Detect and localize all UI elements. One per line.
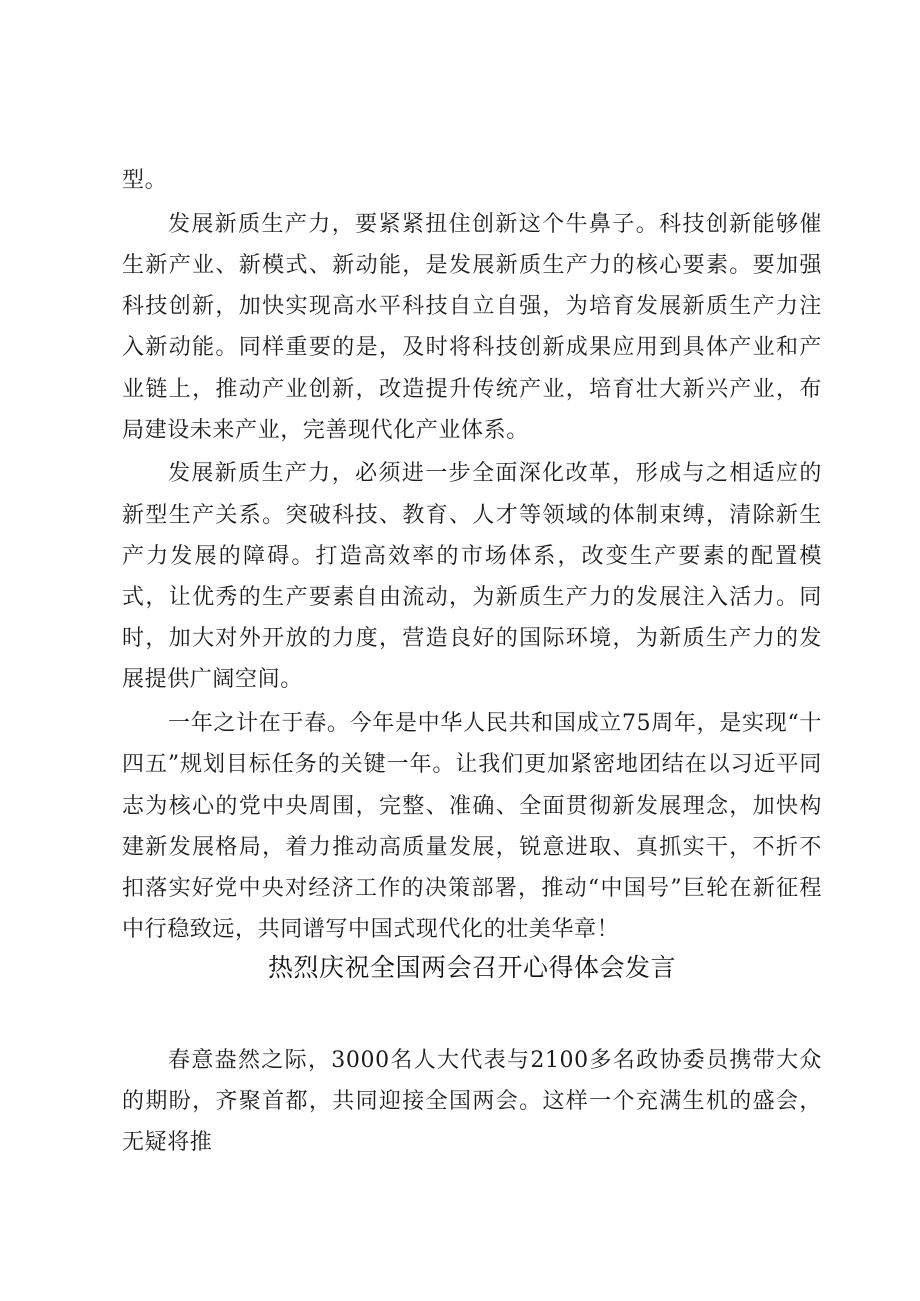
body-text-upper <box>122 160 822 950</box>
paragraph-innovation: 发展新质生产力，要紧紧扭住创新这个牛鼻子。科技创新能够催生新产业、新模式、新动能，是发展新质生产力的核心要素。要加强科技创新，加快实现高水平科技自立自强，为培育发展新质生产力注入新动能。同样重要的是，及时将科技创新成果应用到具体产业和产业链上，推动产业创新，改造提升传统产业，培育壮大新兴产业，布局建设未来产业，完善现代化产业体系。 <box>122 211 822 443</box>
paragraph-continuation: 型。 <box>122 168 168 193</box>
paragraph-reform: 发展新质生产力，必须进一步全面深化改革，形成与之相适应的新型生产关系。突破科技、教育、人才等领域的体制束缚，清除新生产力发展的障碍。打造高效率的市场体系，改变生产要素的配置模式，让优秀的生产要素自由流动，为新质生产力的发展注入活力。同时，加大对外开放的力度，营造良好的国际环境，为新质生产力的发展提供广阔空间。 <box>122 461 822 693</box>
paragraph-closing: 一年之计在于春。今年是中华人民共和国成立75周年，是实现“十四五”规划目标任务的关键一年。让我们更加紧密地团结在以习近平同志为核心的党中央周围，完整、准确、全面贯彻新发展理念，加快构建新发展格局，着力推动高质量发展，锐意进取、真抓实干，不折不扣落实好党中央对经济工作的决策部署，推动“中国号”巨轮在新征程中行稳致远，共同谱写中国式现代化的壮美华章！ <box>122 711 822 943</box>
section-title: 热烈庆祝全国两会召开心得体会发言 <box>267 953 676 982</box>
body-text-lower <box>122 1040 822 1164</box>
paragraph-section-intro: 春意盎然之际，3000名人大代表与2100多名政协委员携带大众的期盼，齐聚首都，共同迎接全国两会。这样一个充满生机的盛会，无疑将推 <box>122 1048 822 1156</box>
